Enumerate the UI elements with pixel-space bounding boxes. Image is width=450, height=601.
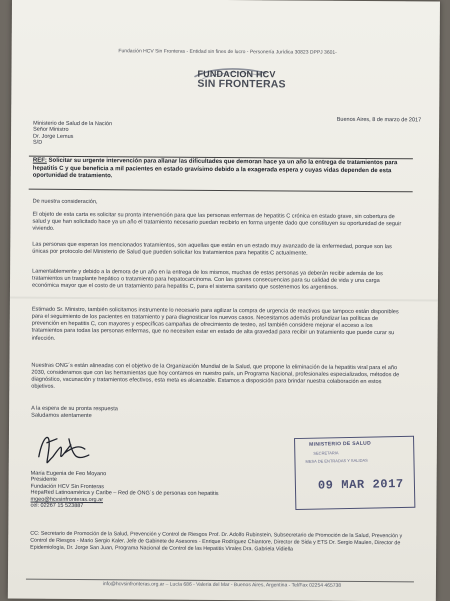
handwritten-signature (33, 427, 93, 469)
recipient-line: S/D (32, 140, 43, 147)
signer-name: María Eugenia de Feo Moyano (30, 470, 107, 478)
stamp-date: 09 MAR 2017 (317, 476, 404, 493)
ref-divider-bottom (29, 189, 413, 193)
paper-fold (10, 296, 438, 301)
logo-line1: FUNDACION HCV (197, 68, 276, 80)
footer: info@hcvsinfronteras.org.ar – Lucía 686 - Valeria del Mar - Buenos Aires, Argentina - Tel/Fax 02254 465738 (102, 581, 342, 589)
recipient-block (33, 121, 233, 148)
body-paragraph: Las personas que esperan los mencionados tratamientos, son aquellas que están en un estado muy avanzado de la enfermedad, porque son las únicas por protocolo del Ministerio de Salud que pueden solicitar los tratamientos para hepatitis C actualmente. (32, 241, 392, 257)
ref-label: REF: (32, 157, 47, 164)
stamp-org: MINISTERIO DE SALUD (309, 440, 372, 448)
body-paragraph: Nuestras ONG´s están alineadas con el objetivo de la Organización Mundial de la Salud, que propone la eliminación de la hepatitis viral para el año 2030, consideramos que con las herramientas que hoy contamos en nuestro país, un Programa Nacional, profesionales especializados, métodos de diagnóstico, vacunación y tratamientos efectivos, esta meta es alcanzable. Estamos a disposición para brindar nuestra colaboración en estos objetivos. (31, 362, 400, 391)
logo-line2: SIN FRONTERAS (197, 77, 286, 91)
recipient-line: Ministerio de Salud de la Nación (33, 120, 113, 128)
signer-network: HepaRed Latinoamérica y Caribe – Red de ONG´s de personas con hepatitis (30, 490, 219, 498)
body-paragraph: Lamentablemente y debido a la demora de un año en la entrega de los mismos, muchas de estas personas ya deberán recibir además de los tratamientos un trasplante hepático o tratamiento para hepatocarcinoma. Con las graves consecuencias para su calidad de vida y una carga económica mayor que el costo de un tratamiento para hepatitis C, para el sistema sanitario que sostenemos los argentinos. (31, 268, 383, 292)
closing-line: A la espera de su pronta respuesta (31, 405, 118, 413)
closing-line: Saludamos atentamente (31, 412, 92, 420)
body-paragraph: El objeto de esta carta es solicitar su pronta intervención para que las personas enfermas de hepatitis C crónica en estado grave, sin cobertura de salud y que han solicitado hace ya un año el tratamiento necesario puedan recibirlo en forma urgente dado que constituyen su oportunidad de seguir viviendo. (32, 211, 402, 233)
signer-email: mgeo@hcvsinfronteras.org.ar (30, 496, 104, 504)
cc-block: CC: Secretario de Promoción de la Salud, Prevención y Control de Riesgos Prof. Dr. Adolfo Rubinstein, Subsecretario de Promoción de la Salud, Prevención y Control de Riesgos - Mario Sergio Kaler, Jefe de Gabinete de Asesores - Enrique Rodríguez Chiantore, Director de Sida y ETS Dr. Sergio Maulen, Director de Epidemiología, Dr. Jorge San Juan, Programa Nacional de Control de las Hepatitis Virales Dra. Gabriela Vidiella (30, 530, 403, 553)
signer-role: Presidente (30, 477, 57, 484)
received-stamp (294, 436, 415, 510)
reference (33, 158, 401, 183)
body-paragraph: Estimado Sr. Ministro, también solicitamos instrumente lo necesario para agilizar la compra de urgencia de reactivos que tampoco están disponibles para el seguimiento de los pacientes en tratamiento y para diagnosticar los nuevos casos. Necesitamos además profundizar las políticas de prevención en hepatitis C, con mayores y específicas campañas de ofrecimiento de testeo, así también considere mejorar el acceso a los tratamientos para todas las personas enfermas, que no necesiten estar en estado de alta gravedad para recibir un tratamiento que puede curar su infección. (31, 306, 399, 342)
ref-text: Solicitar su urgente intervención para allanar las dificultades que demoran hace ya un año la entrega de tratamientos para hepatitis C y que beneficia a mil pacientes en estado gravísimo debido a la exagerada espera y cuyas vidas dependen de esta oportunidad de tratamiento. (32, 157, 398, 180)
closing (31, 406, 403, 423)
stamp-faint-line: MESA DE ENTRADAS Y SALIDAS (305, 457, 368, 464)
signer-block (30, 471, 290, 512)
signer-phone: cel: 02267 15 523887 (30, 503, 84, 510)
letter-page (8, 0, 440, 601)
logo (197, 70, 285, 90)
recipient-line: Dr. Jorge Lemus (33, 133, 74, 140)
greeting: De nuestra consideración, (32, 198, 98, 206)
letter-date: Buenos Aires, 8 de marzo de 2017 (336, 116, 422, 124)
letterhead-header-line: Fundación HCV Sin Fronteras - Entidad sin fines de lucro - Personería Jurídica 30823 DPPJ 3601- (118, 48, 337, 56)
recipient-line: Señor Ministro (33, 127, 69, 134)
signer-org: Fundación HCV Sin Fronteras (30, 483, 104, 491)
stamp-faint-line: SECRETARIA (313, 450, 339, 456)
